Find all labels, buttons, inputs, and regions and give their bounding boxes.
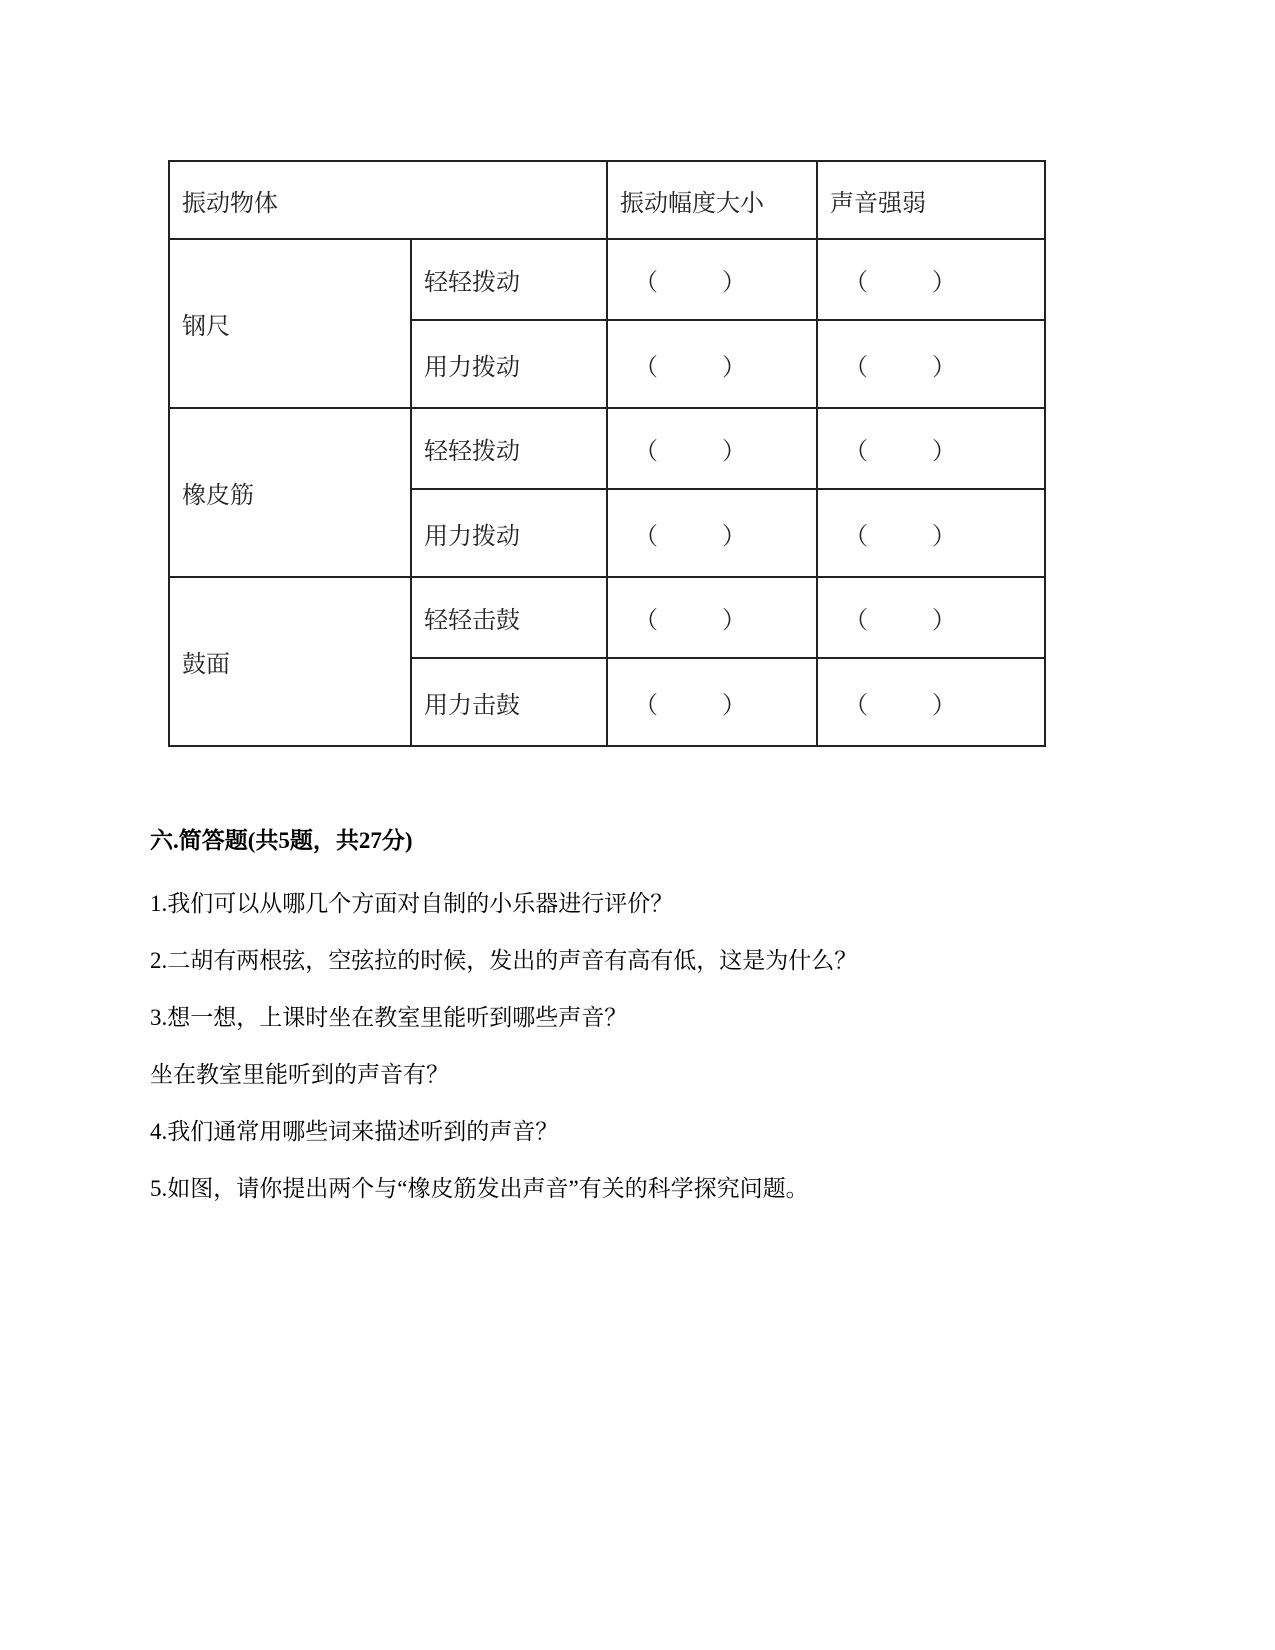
action-cell: 轻轻拨动	[411, 239, 607, 320]
section-title: 六.简答题(共5题，共27分)	[150, 828, 413, 853]
action-cell: 用力击鼓	[411, 658, 607, 746]
amplitude-blank[interactable]: （ ）	[607, 489, 817, 577]
question-5: 5.如图，请你提出两个与“橡皮筋发出声音”有关的科学探究问题。	[150, 1176, 809, 1201]
table-header-row	[169, 161, 1045, 239]
table-row	[169, 577, 1045, 658]
action-cell: 用力拨动	[411, 320, 607, 408]
question-3-sub: 坐在教室里能听到的声音有？	[150, 1062, 449, 1087]
strength-blank[interactable]: （ ）	[817, 577, 1045, 658]
amplitude-blank[interactable]: （ ）	[607, 658, 817, 746]
action-cell: 轻轻击鼓	[411, 577, 607, 658]
experiment-table	[168, 160, 1046, 747]
question-1: 1.我们可以从哪几个方面对自制的小乐器进行评价？	[150, 891, 674, 916]
action-cell: 轻轻拨动	[411, 408, 607, 489]
strength-blank[interactable]: （ ）	[817, 658, 1045, 746]
object-name: 鼓面	[169, 577, 411, 746]
action-cell: 用力拨动	[411, 489, 607, 577]
object-name: 钢尺	[169, 239, 411, 408]
header-object: 振动物体	[169, 161, 607, 239]
amplitude-blank[interactable]: （ ）	[607, 320, 817, 408]
strength-blank[interactable]: （ ）	[817, 489, 1045, 577]
amplitude-blank[interactable]: （ ）	[607, 577, 817, 658]
header-strength: 声音强弱	[817, 161, 1045, 239]
question-2: 2.二胡有两根弦，空弦拉的时候，发出的声音有高有低，这是为什么？	[150, 948, 858, 973]
object-name: 橡皮筋	[169, 408, 411, 577]
strength-blank[interactable]: （ ）	[817, 408, 1045, 489]
strength-blank[interactable]: （ ）	[817, 239, 1045, 320]
table-row	[169, 239, 1045, 320]
question-3: 3.想一想，上课时坐在教室里能听到哪些声音？	[150, 1005, 628, 1030]
header-amplitude: 振动幅度大小	[607, 161, 817, 239]
question-4: 4.我们通常用哪些词来描述听到的声音？	[150, 1119, 559, 1144]
amplitude-blank[interactable]: （ ）	[607, 408, 817, 489]
table-row	[169, 408, 1045, 489]
amplitude-blank[interactable]: （ ）	[607, 239, 817, 320]
strength-blank[interactable]: （ ）	[817, 320, 1045, 408]
